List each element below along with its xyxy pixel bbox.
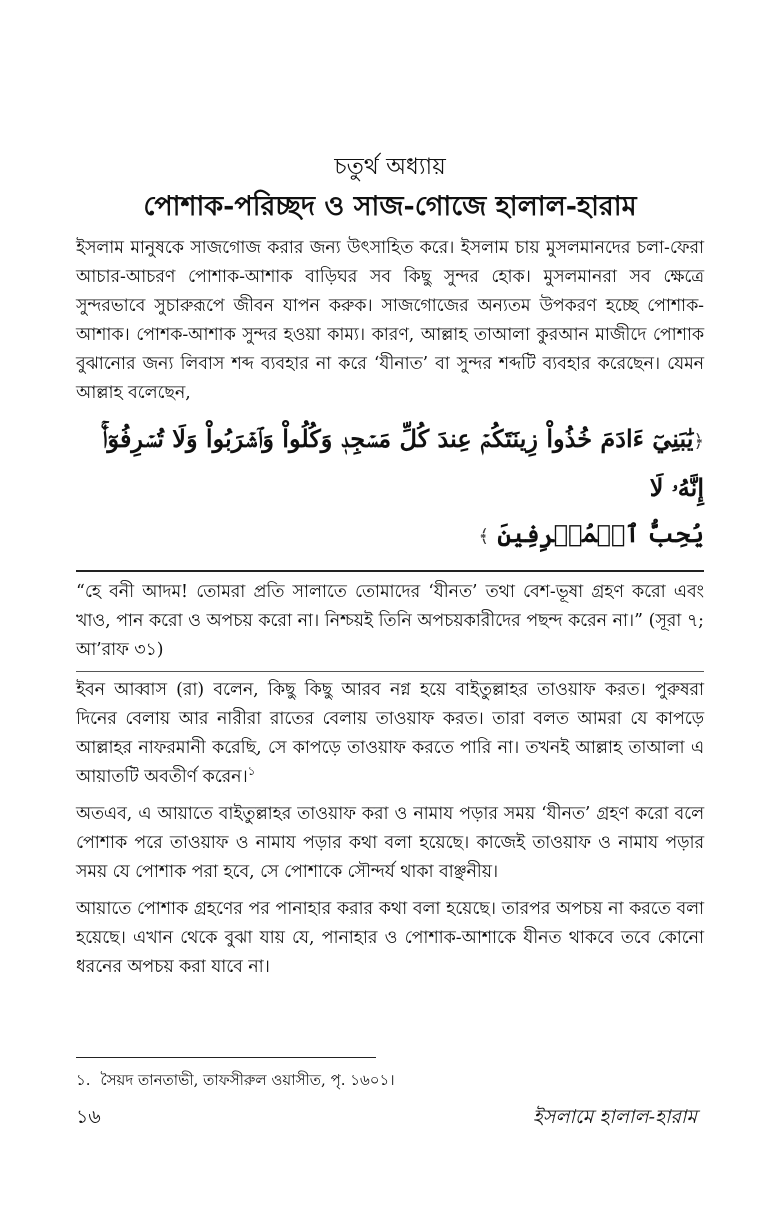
translation-quote — [76, 578, 704, 665]
arabic-verse-line-2 — [76, 511, 704, 560]
translation-reference: (সূরা ৭; আ’রাফ ৩১) — [76, 611, 705, 660]
chapter-label: চতুর্থ অধ্যায় — [334, 154, 446, 180]
arabic-verse-text-2: يُحِبُّ ٱلۡمُسۡرِفِينَ — [497, 519, 704, 548]
page-body — [76, 150, 704, 990]
footnote-number: ১. — [76, 1071, 91, 1089]
page-number: ১৬ — [76, 1106, 101, 1128]
ibn-abbas-paragraph — [76, 676, 704, 792]
footnote — [76, 1068, 395, 1092]
footnote-divider — [76, 1057, 376, 1058]
final-paragraph: আয়াতে পোশাক গ্রহণের পর পানাহার করার কথা বলা হয়েছে। তারপর অপচয় না করতে বলা হয়েছে। এখান থেকে বুঝা যায় যে, পানাহার ও পোশাক-আশাকে যীনত থাকবে তবে কোনো ধরনের অপচয় করা যাবে না। — [76, 899, 704, 977]
therefore-paragraph: অতএব, এ আয়াতে বাইতুল্লাহর তাওয়াফ করা ও নামায পড়ার সময় ‘যীনত’ গ্রহণ করো বলে পোশাক পরে তাওয়াফ ও নামায পড়ার কথা বলা হয়েছে। কাজেই তাওয়াফ ও নামায পড়ার সময় যে পোশাক পরা হবে, সে পোশাকে সৌন্দর্য থাকা বাঞ্ছনীয়। — [76, 804, 704, 882]
ibn-abbas-text: ইবন আব্বাস (রা) বলেন, কিছু কিছু আরব নগ্ন হয়ে বাইতুল্লাহর তাওয়াফ করত। পুরুষরা দিনের বেলায় আর নারীরা রাতের বেলায় তাওয়াফ করত। তারা বলত আমরা যে কাপড়ে আল্লাহর নাফরমানী করেছি, সে কাপড়ে তাওয়াফ করতে পারি না। তখনই আল্লাহ তাআলা এ আয়াতটি অবতীর্ণ করেন। — [76, 680, 704, 787]
arabic-verse — [76, 416, 704, 560]
footnote-marker[interactable]: ১ — [247, 764, 256, 779]
verse-close-mark: ﴾ — [478, 526, 490, 547]
running-footer-title: ইসলামে হালাল-হারাম — [532, 1106, 697, 1128]
footnote-text: সৈয়দ তানতাভী, তাফসীরুল ওয়াসীত, পৃ. ১৬০১। — [100, 1071, 395, 1089]
verse-open-mark: ﴿ — [693, 431, 704, 452]
translation-separator — [76, 570, 704, 572]
chapter-title: পোশাক-পরিচ্ছদ ও সাজ-গোজে হালাল-হারাম — [143, 191, 637, 222]
arabic-verse-text-1: يَٰبَنِيٓ ءَادَمَ خُذُواْ زِينَتَكُمۡ عِندَ كُلِّ مَسۡجِدٖ وَكُلُواْ وَٱشۡرَبُواْ وَلَا تُسۡرِفُوٓاْۚ إِنَّهُۥ لَا — [102, 424, 704, 502]
translation-end-separator — [76, 671, 704, 672]
translation-text: “হে বনী আদম! তোমরা প্রতি সালাতে তোমাদের ‘যীনত’ তথা বেশ-ভূষা গ্রহণ করো এবং খাও, পান করো ও অপচয় করো না। নিশ্চয়ই তিনি অপচয়কারীদের পছন্দ করেন না।” — [76, 582, 704, 631]
intro-paragraph: ইসলাম মানুষকে সাজগোজ করার জন্য উৎসাহিত করে। ইসলাম চায় মুসলমানদের চলা-ফেরা আচার-আচরণ পোশাক-আশাক বাড়িঘর সব কিছু সুন্দর হোক। মুসলমানরা সব ক্ষেত্রে সুন্দরভাবে সুচারুরূপে জীবন যাপন করুক। সাজগোজের অন্যতম উপকরণ হচ্ছে পোশাক-আশাক। পোশক-আশাক সুন্দর হওয়া কাম্য। কারণ, আল্লাহ তাআলা কুরআন মাজীদে পোশাক বুঝানোর জন্য লিবাস শব্দ ব্যবহার না করে ‘যীনাত’ বা সুন্দর শব্দটি ব্যবহার করেছেন। যেমন আল্লাহ বলেছেন, — [76, 238, 704, 403]
arabic-verse-line-1 — [76, 416, 704, 511]
